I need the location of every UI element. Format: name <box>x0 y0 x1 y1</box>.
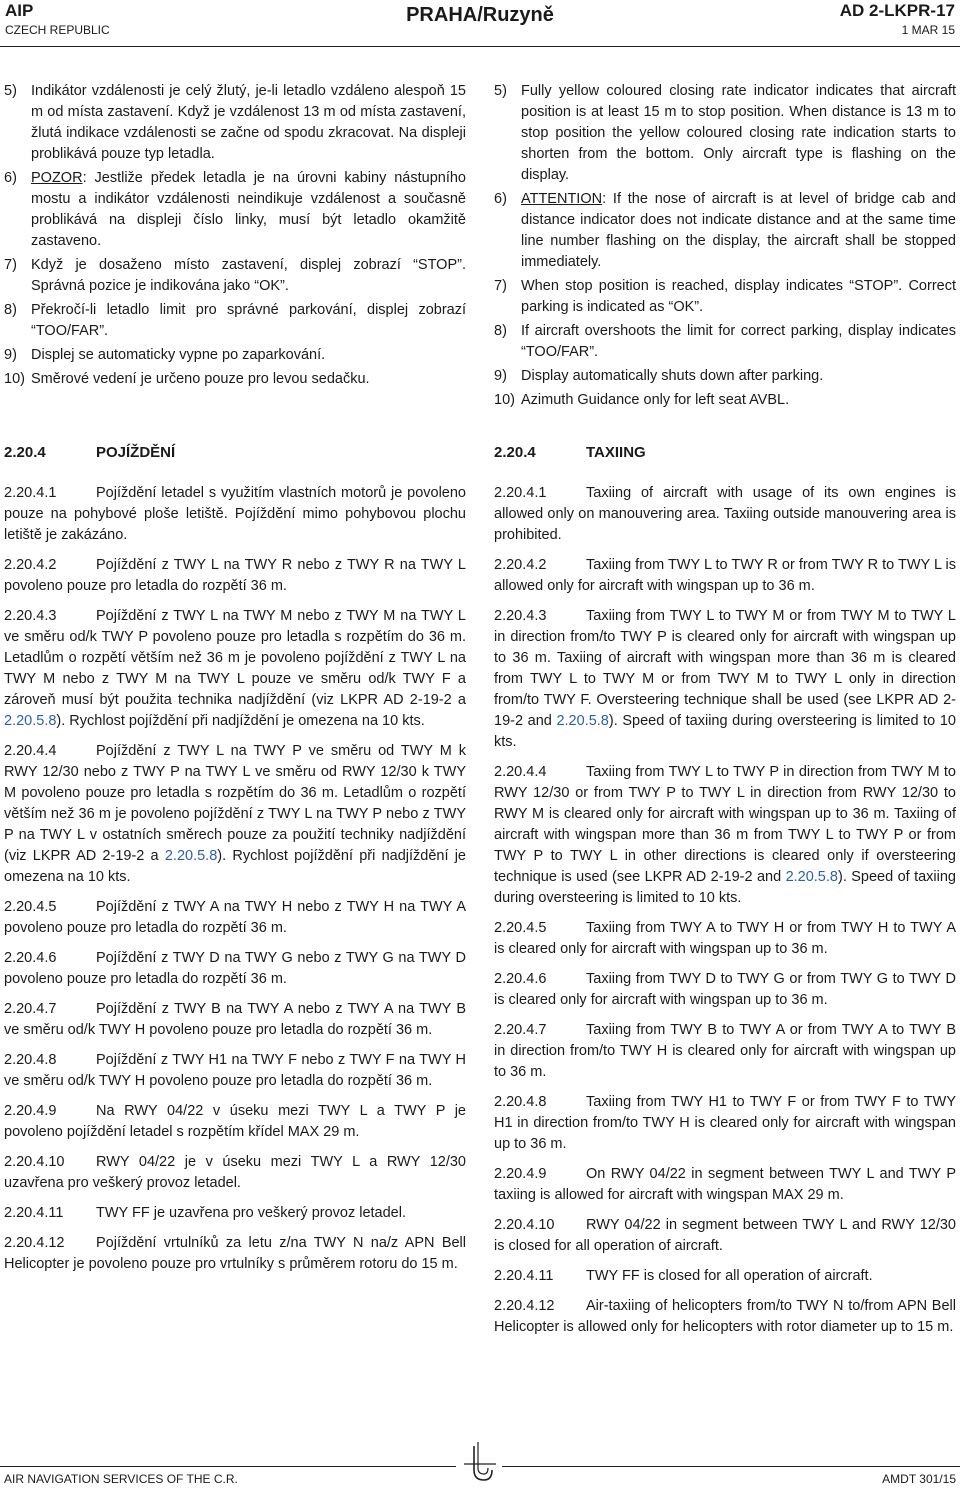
header-page-id: AD 2-LKPR-17 <box>839 1 955 20</box>
en-list-item <box>494 276 956 318</box>
section-reference-link[interactable]: 2.20.5.8 <box>785 869 838 885</box>
en-paragraph <box>494 1164 956 1206</box>
paragraph-number: 2.20.4.9 <box>4 1103 57 1119</box>
en-paragraph <box>494 1296 956 1338</box>
en-paragraphs <box>494 483 956 1347</box>
list-item-text <box>521 390 956 411</box>
list-item-body: Když je dosaženo místo zastavení, displej zobrazí “STOP”. Správná pozice je indikována jako “OK”. <box>31 257 466 294</box>
list-item-text <box>521 81 956 186</box>
en-section-number: 2.20.4 <box>494 444 536 461</box>
list-item-body: Fully yellow coloured closing rate indicator indicates that aircraft position is at least 15 m to stop position. When distance is 13 m to stop position the yellow coloured closing rate indication starts to shorten from the bottom. Only aircraft type is flashing on the display. <box>521 83 956 183</box>
en-paragraph <box>494 606 956 753</box>
cz-paragraph <box>4 999 466 1041</box>
list-item-number: 10) <box>494 392 515 408</box>
en-paragraph <box>494 1266 956 1287</box>
en-list-item <box>494 390 956 411</box>
paragraph-text-continued: ). Rychlost pojíždění při nadjíždění je omezena na 10 kts. <box>4 848 466 885</box>
paragraph-number: 2.20.4.11 <box>4 1205 64 1221</box>
paragraph-number: 2.20.4.6 <box>494 971 547 987</box>
list-item-body: If aircraft overshoots the limit for correct parking, display indicates “TOO/FAR”. <box>521 323 956 360</box>
paragraph-text-continued: ). Speed of taxiing during oversteering is limited to 10 kts. <box>494 869 956 906</box>
cz-paragraph <box>4 606 466 732</box>
paragraph-number: 2.20.4.3 <box>494 608 547 624</box>
list-item-text <box>521 189 956 273</box>
cz-paragraph <box>4 741 466 888</box>
paragraph-text: RWY 04/22 je v úseku mezi TWY L a RWY 12/30 uzavřena pro veškerý provoz letadel. <box>4 1154 466 1191</box>
header-date: 1 MAR 15 <box>901 23 955 37</box>
paragraph-text: Taxiing from TWY L to TWY R or from TWY R to TWY L is allowed only for aircraft with wingspan up to 36 m. <box>494 557 956 594</box>
section-reference-link[interactable]: 2.20.5.8 <box>4 713 57 729</box>
cz-list-item <box>4 369 466 390</box>
paragraph-number: 2.20.4.12 <box>4 1235 65 1251</box>
list-item-number: 7) <box>494 278 507 294</box>
list-item-body: Indikátor vzdálenosti je celý žlutý, je-li letadlo vzdáleno alespoň 15 m od místa zastavení. Když je vzdálenost 13 m od místa zastavení, žlutá indikace vzdálenosti se začne od spodu zkracovat. Na displeji problikává pouze typ letadla. <box>31 83 466 162</box>
en-paragraph <box>494 762 956 909</box>
list-item-body: Směrové vedení je určeno pouze pro levou sedačku. <box>31 371 370 387</box>
cz-list-item <box>4 168 466 252</box>
paragraph-number: 2.20.4.4 <box>494 764 547 780</box>
header-title: PRAHA/Ruzyně <box>406 4 554 26</box>
paragraph-number: 2.20.4.10 <box>494 1217 555 1233</box>
paragraph-text: Taxiing of aircraft with usage of its own engines is allowed only on manouvering area. Taxiing outside manouvering area is prohibited. <box>494 485 956 543</box>
en-numbered-list <box>494 81 956 414</box>
list-item-number: 5) <box>4 83 17 99</box>
paragraph-text: Taxiing from TWY B to TWY A or from TWY A to TWY B in direction from/to TWY H is cleared only for aircraft with wingspan up to 36 m. <box>494 1022 956 1080</box>
paragraph-text-continued: ). Speed of taxiing during oversteering is limited to 10 kts. <box>494 713 956 750</box>
list-item-number: 9) <box>494 368 507 384</box>
cz-paragraph <box>4 1203 466 1224</box>
cz-paragraphs <box>4 483 466 1284</box>
cz-paragraph <box>4 948 466 990</box>
paragraph-text-continued: ). Rychlost pojíždění při nadjíždění je omezena na 10 kts. <box>56 713 425 729</box>
cz-list-item <box>4 255 466 297</box>
cz-numbered-list <box>4 81 466 393</box>
list-item-text <box>521 321 956 363</box>
list-item-text <box>31 369 466 390</box>
paragraph-number: 2.20.4.8 <box>494 1094 547 1110</box>
footer-amendment: AMDT 301/15 <box>882 1472 956 1486</box>
cz-section-number: 2.20.4 <box>4 444 46 461</box>
cz-paragraph <box>4 897 466 939</box>
paragraph-text: Pojíždění z TWY B na TWY A nebo z TWY A na TWY B ve směru od/k TWY H povoleno pouze pro letadla do rozpětí 36 m. <box>4 1001 466 1038</box>
list-item-body: Překročí-li letadlo limit pro správné parkování, displej zobrazí “TOO/FAR”. <box>31 302 466 339</box>
en-list-item <box>494 81 956 186</box>
paragraph-text: Taxiing from TWY L to TWY M or from TWY M to TWY L in direction from/to TWY P is cleared only for aircraft with wingspan up to 36 m. Taxiing of aircraft with wingspan more than 36 m is cleared from TWY L to TWY M or from TWY M to TWY L only in direction from/to TWY F. Oversteering technique shall be used (see LKPR AD 2-19-2 and <box>494 608 956 729</box>
paragraph-text: Pojíždění z TWY L na TWY P ve směru od TWY M k RWY 12/30 nebo z TWY P na TWY L ve směru od RWY 12/30 k TWY M povoleno pouze pro letadla s rozpětím do 36 m. Letadlům o rozpětí větším než 36 m je povoleno pojíždění z TWY L na TWY P nebo z TWY P na TWY L v ostatních směrech pouze za použití techniky nadjíždění (viz LKPR AD 2-19-2 a <box>4 743 466 864</box>
ans-logo-icon <box>456 1440 502 1486</box>
paragraph-number: 2.20.4.5 <box>494 920 547 936</box>
list-item-text <box>31 345 466 366</box>
header-aip-label: AIP <box>5 1 34 20</box>
paragraph-number: 2.20.4.4 <box>4 743 57 759</box>
paragraph-number: 2.20.4.3 <box>4 608 57 624</box>
paragraph-text: TWY FF is closed for all operation of aircraft. <box>586 1268 873 1284</box>
en-section-title: TAXIING <box>586 444 646 461</box>
paragraph-number: 2.20.4.1 <box>4 485 57 501</box>
list-item-body: Display automatically shuts down after parking. <box>521 368 824 384</box>
paragraph-text: Taxiing from TWY L to TWY P in direction from TWY M to RWY 12/30 or from TWY P to TWY L in direction from RWY 12/30 to RWY M is cleared only for aircraft with wingspan up to 36 m. Taxiing of aircraft with wingspan more than 36 m from TWY L to TWY P or from TWY P to TWY L in other directions is cleared only if oversteering technique is used (see LKPR AD 2-19-2 and <box>494 764 956 885</box>
list-item-number: 7) <box>4 257 17 273</box>
paragraph-text: Pojíždění z TWY L na TWY R nebo z TWY R na TWY L povoleno pouze pro letadla do rozpětí 36 m. <box>4 557 466 594</box>
list-item-number: 6) <box>494 191 507 207</box>
paragraph-text: Pojíždění z TWY A na TWY H nebo z TWY H na TWY A povoleno pouze pro letadla do rozpětí 36 m. <box>4 899 466 936</box>
header-country: CZECH REPUBLIC <box>5 23 110 37</box>
cz-list-item <box>4 300 466 342</box>
paragraph-number: 2.20.4.10 <box>4 1154 65 1170</box>
header-right <box>840 1 955 38</box>
en-paragraph <box>494 1020 956 1083</box>
list-item-body: Displej se automaticky vypne po zaparkování. <box>31 347 326 363</box>
en-paragraph <box>494 918 956 960</box>
en-paragraph <box>494 555 956 597</box>
cz-list-item <box>4 81 466 165</box>
cz-section-heading <box>4 444 175 461</box>
list-item-body: : If the nose of aircraft is at level of bridge cab and distance indicator does not indicate distance and at the same time line number flashing on the display, the aircraft shall be stopped immediately. <box>521 191 956 270</box>
paragraph-number: 2.20.4.9 <box>494 1166 547 1182</box>
list-item-body: Azimuth Guidance only for left seat AVBL. <box>521 392 790 408</box>
list-item-number: 8) <box>4 302 17 318</box>
paragraph-number: 2.20.4.7 <box>494 1022 547 1038</box>
en-section-heading <box>494 444 646 461</box>
list-item-number: 8) <box>494 323 507 339</box>
paragraph-text: Pojíždění letadel s využitím vlastních motorů je povoleno pouze na pohybové ploše letiště. Pojíždění mimo pohybovou plochu letiště je zakázáno. <box>4 485 466 543</box>
paragraph-number: 2.20.4.8 <box>4 1052 57 1068</box>
paragraph-text: TWY FF je uzavřena pro veškerý provoz letadel. <box>96 1205 406 1221</box>
paragraph-text: Pojíždění z TWY D na TWY G nebo z TWY G na TWY D povoleno pouze pro letadla do rozpětí 36 m. <box>4 950 466 987</box>
paragraph-number: 2.20.4.5 <box>4 899 57 915</box>
section-reference-link[interactable]: 2.20.5.8 <box>164 848 218 864</box>
list-item-body: : Jestliže předek letadla je na úrovni kabiny nástupního mostu a indikátor vzdálenosti neindikuje vzdálenost a současně problikává na displeji číslo linky, musí být letadlo okamžitě zastaveno. <box>31 170 466 249</box>
list-item-text <box>31 300 466 342</box>
paragraph-number: 2.20.4.7 <box>4 1001 57 1017</box>
footer-publisher: AIR NAVIGATION SERVICES OF THE C.R. <box>4 1472 238 1486</box>
paragraph-number: 2.20.4.2 <box>494 557 547 573</box>
en-paragraph <box>494 483 956 546</box>
list-item-number: 9) <box>4 347 17 363</box>
section-reference-link[interactable]: 2.20.5.8 <box>556 713 609 729</box>
list-item-number: 6) <box>4 170 17 186</box>
paragraph-number: 2.20.4.12 <box>494 1298 555 1314</box>
cz-section-title: POJÍŽDĚNÍ <box>96 444 176 461</box>
paragraph-text: Taxiing from TWY A to TWY H or from TWY H to TWY A is cleared only for aircraft with wingspan up to 36 m. <box>494 920 956 957</box>
en-paragraph <box>494 969 956 1011</box>
list-item-text <box>521 366 956 387</box>
paragraph-number: 2.20.4.6 <box>4 950 57 966</box>
cz-list-item <box>4 345 466 366</box>
warning-keyword: POZOR <box>31 170 83 186</box>
paragraph-text: Na RWY 04/22 v úseku mezi TWY L a TWY P je povoleno pojíždění letadel s rozpětím křídel MAX 29 m. <box>4 1103 466 1140</box>
paragraph-text: Pojíždění z TWY H1 na TWY F nebo z TWY F na TWY H ve směru od/k TWY H povoleno pouze pro letadla do rozpětí 36 m. <box>4 1052 466 1089</box>
list-item-number: 5) <box>494 83 507 99</box>
cz-paragraph <box>4 483 466 546</box>
list-item-text <box>31 255 466 297</box>
cz-paragraph <box>4 555 466 597</box>
en-paragraph <box>494 1215 956 1257</box>
cz-paragraph <box>4 1233 466 1275</box>
list-item-text <box>31 168 466 252</box>
paragraph-number: 2.20.4.11 <box>494 1268 554 1284</box>
paragraph-text: Taxiing from TWY D to TWY G or from TWY G to TWY D is cleared only for aircraft with wingspan up to 36 m. <box>494 971 956 1008</box>
paragraph-text: RWY 04/22 in segment between TWY L and RWY 12/30 is closed for all operation of aircraft. <box>494 1217 956 1254</box>
en-list-item <box>494 366 956 387</box>
en-paragraph <box>494 1092 956 1155</box>
paragraph-text: Pojíždění vrtulníků za letu z/na TWY N na/z APN Bell Helicopter je povoleno pouze pro vrtulníky s průměrem rotoru do 15 m. <box>4 1235 466 1272</box>
list-item-text <box>31 81 466 165</box>
cz-paragraph <box>4 1101 466 1143</box>
en-list-item <box>494 189 956 273</box>
cz-paragraph <box>4 1050 466 1092</box>
warning-keyword: ATTENTION <box>521 191 603 207</box>
list-item-body: When stop position is reached, display indicates “STOP”. Correct parking is indicated as “OK”. <box>521 278 956 315</box>
paragraph-number: 2.20.4.2 <box>4 557 57 573</box>
paragraph-text: Air-taxiing of helicopters from/to TWY N to/from APN Bell Helicopter is allowed only for helicopters with rotor diameter up to 15 m. <box>494 1298 956 1335</box>
list-item-number: 10) <box>4 371 25 387</box>
en-list-item <box>494 321 956 363</box>
paragraph-text: Pojíždění z TWY L na TWY M nebo z TWY M na TWY L ve směru od/k TWY P povoleno pouze pro letadla s rozpětím do 36 m. Letadlům o rozpětí větším než 36 m je povoleno pojíždění z TWY L na TWY M nebo z TWY M na TWY L pouze ve směru od/k TWY F a zároveň musí být použita technika nadjíždění (viz LKPR AD 2-19-2 a <box>4 608 466 708</box>
paragraph-text: On RWY 04/22 in segment between TWY L and TWY P taxiing is allowed for aircraft with wingspan MAX 29 m. <box>494 1166 956 1203</box>
paragraph-number: 2.20.4.1 <box>494 485 547 501</box>
header-rule <box>0 46 960 47</box>
list-item-text <box>521 276 956 318</box>
paragraph-text: Taxiing from TWY H1 to TWY F or from TWY F to TWY H1 in direction from/to TWY H is cleared only for aircraft with wingspan up to 36 m. <box>494 1094 956 1152</box>
cz-paragraph <box>4 1152 466 1194</box>
